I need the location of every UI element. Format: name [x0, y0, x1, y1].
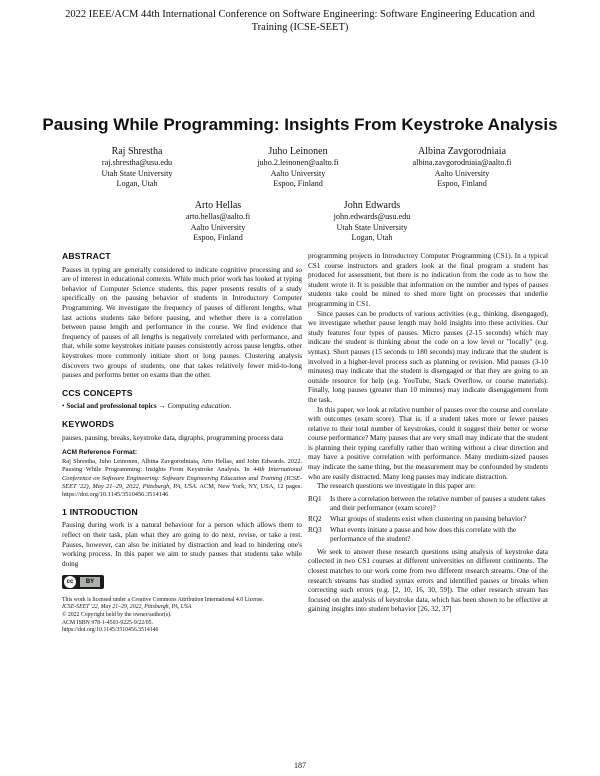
ccs-concepts	[62, 402, 302, 412]
author-location: Espoo, Finland	[437, 179, 487, 188]
author-block-1	[57, 145, 217, 190]
author-block-4	[138, 199, 298, 244]
author-email: raj.shrestha@usu.edu	[101, 158, 173, 167]
research-question	[308, 526, 548, 545]
rq-text: Is there a correlation between the relative number of pauses a student takes and their performance (exam score)?	[330, 494, 546, 513]
author-email: john.edwards@usu.edu	[333, 212, 411, 221]
reference-rest: ACM, New York, NY, USA, 12 pages. https://doi.org/10.1145/3510456.3514146	[62, 482, 303, 499]
left-column	[62, 252, 302, 635]
reference-authors: Raj Shrestha, Juho Leinonen, Albina Zavgorodniaia, Arto Hellas, and John Edwards. 2022. Pausing While Programming: Insights From Keystroke Analysis. In	[62, 457, 302, 474]
introduction-heading: 1 INTRODUCTION	[62, 506, 138, 517]
research-questions	[308, 495, 548, 545]
license-line: ICSE-SEET '22, May 21–29, 2022, Pittsburgh, PA, USA	[62, 604, 192, 611]
author-block-5	[292, 199, 452, 244]
reference-venue: 44th International Conference on Software Engineering: Software Engineering Education and Training (ICSE-SEET '22), May 21–29, 2022, Pittsburgh, PA, USA.	[62, 466, 302, 490]
research-question	[308, 495, 548, 514]
abstract-text: Pauses in typing are generally considered to indicate cognitive processing and so are of interest in educational contexts. While much prior work has looked at typing behavior of Computer Science students, this paper presents results of a study specifically on the pausing behavior of students in Introductory Computer Programming. We investigate the frequency of pauses of different lengths, what last actions students take before pausing, and whether there is a correlation between pause length and performance in the course. We find evidence that frequency of pauses of all lengths is negatively correlated with performance, and that, while some keystrokes initiate pauses consistently across pause lengths, other keystrokes more commonly initiate short or long pauses. Clustering analysis discovers two groups of students, one that takes relatively fewer mid-to-long pauses and performs better on exams than the other.	[62, 265, 302, 380]
conference-header: 2022 IEEE/ACM 44th International Conference on Software Engineering: Software Engineering Education and Training (ICSE-SEET)	[65, 9, 535, 33]
ccs-bullet: •	[62, 402, 65, 411]
ccs-arrow: →	[158, 402, 166, 411]
page-number: 187	[294, 761, 306, 770]
reference-text	[62, 458, 302, 500]
author-location: Logan, Utah	[116, 179, 158, 188]
ccs-concept: Social and professional topics	[66, 402, 157, 411]
author-location: Espoo, Finland	[193, 233, 243, 242]
license-line: This work is licensed under a Creative Commons Attribution International 4.0 License.	[62, 596, 265, 603]
rq-text: What events initiate a pause and how does this correlate with the performance of the student?	[330, 525, 517, 544]
author-block-3	[372, 145, 552, 190]
author-affiliation: Utah State University	[101, 168, 173, 178]
author-affiliation: Aalto University	[434, 168, 490, 178]
right-column	[308, 252, 548, 615]
keywords-heading: KEYWORDS	[62, 418, 115, 429]
author-affiliation: Utah State University	[336, 222, 408, 232]
keywords-text: pauses, pausing, breaks, keystroke data, digraphs, programming process data	[62, 433, 283, 442]
author-affiliation: Aalto University	[190, 222, 246, 232]
reference-heading: ACM Reference Format:	[62, 449, 138, 457]
author-email: albina.zavgorodniaia@aalto.fi	[412, 158, 512, 167]
abstract-heading: ABSTRACT	[62, 251, 111, 261]
cc-icon: cc	[64, 576, 76, 588]
license-line: https://doi.org/10.1145/3510456.3514146	[62, 627, 159, 634]
author-email: arto.hellas@aalto.fi	[185, 212, 251, 221]
rq-label: RQ2	[308, 515, 322, 524]
author-name: Albina Zavgorodniaia	[417, 146, 507, 157]
author-location: Espoo, Finland	[273, 179, 323, 188]
body-paragraph: programming projects in Introductory Computer Programming (CS1). In a typical CS1 course instructors and graders look at the final program a student has produced for assessment, but there is no indication from the code as to how the student wrote it. It is possible that information on the number and types of pauses students take could be mined to shed more light on processes that underlie programming in CS1.	[308, 252, 548, 308]
author-name: Juho Leinonen	[268, 146, 328, 157]
introduction-text: Pausing during work is a natural behaviour for a person which allows them to reflect on their task, plan what they are going to do next, revise, or take a rest. Pauses, however, can also be initiated by distraction and lead to hindering one's working process. In this paper we aim to study pauses that students take while doing	[62, 521, 302, 568]
ccs-heading: CCS CONCEPTS	[62, 387, 133, 398]
author-affiliation: Aalto University	[270, 168, 326, 178]
rq-label: RQ1	[308, 494, 322, 503]
research-question	[308, 515, 548, 525]
license-line: © 2022 Copyright held by the owner/author(s).	[62, 612, 172, 619]
body-paragraph: Since pauses can be products of various activities (e.g., thinking, disengaged), we investigate whether pause length may hold insights into these activities. Our study features four types of pauses. Micro pauses (2-15 seconds) which may indicate the student is thinking about the code on a low level or "locally" (e.g. syntax). Short pauses (15 seconds to 180 seconds) may indicate that the student is involved in a higher-level process such as planning or revision. Mid pauses (3-10 minutes) may indicate that the student is disengaged or that they are going to an outside resource for help (e.g. YouTube, Stack Overflow, or course materials). Finally, long pauses (greater than 10 minutes) may indicate disengagement from the task.	[308, 309, 548, 404]
body-paragraph: We seek to answer these research questions using analysis of keystroke data collected in two CS1 courses at different universities on different continents. The closest matches to our work come from two different research streams. One of the research streams has studied syntax errors and identified pauses or breaks when correcting such errors (e.g. [2, 10, 16, 30, 59]). The other research stream has focused on the analysis of keystroke data, which has been shown to be effective at gaining insights into student behavior [26, 32, 37]	[308, 547, 548, 614]
author-name: Arto Hellas	[194, 200, 242, 211]
author-name: John Edwards	[343, 200, 401, 211]
creative-commons-badge	[62, 575, 104, 589]
rq-text: What groups of students exist when clustering on pausing behavior?	[330, 515, 527, 524]
ccs-subconcept: Computing education.	[167, 402, 232, 411]
body-paragraph: The research questions we investigate in this paper are:	[317, 482, 476, 491]
author-location: Logan, Utah	[351, 233, 393, 242]
by-icon: BY	[80, 577, 100, 587]
body-paragraph: In this paper, we look at relative number of pauses over the course and correlate with outcomes (exam score). That is, if a student takes more or fewer pauses relative to their total number of keystrokes, could it suggest their better or worse course performance? Many pauses that are very small may indicate that the student is planning their typing carefully rather than writing without a clear direction and may have a positive correlation with performance. Many medium-sized pauses may indicate the same thing, but the measurement may be confounded by students who are easily distracted. Many long pauses may indicate distraction.	[308, 405, 548, 481]
author-email: juho.2.leinonen@aalto.fi	[257, 158, 339, 167]
rq-label: RQ3	[308, 525, 322, 534]
license-line: ACM ISBN 978-1-4503-9225-9/22/05.	[62, 619, 153, 626]
paper-title: Pausing While Programming: Insights From Keystroke Analysis	[42, 115, 558, 134]
author-name: Raj Shrestha	[111, 146, 163, 157]
license-text	[62, 597, 302, 635]
author-block-2	[218, 145, 378, 190]
